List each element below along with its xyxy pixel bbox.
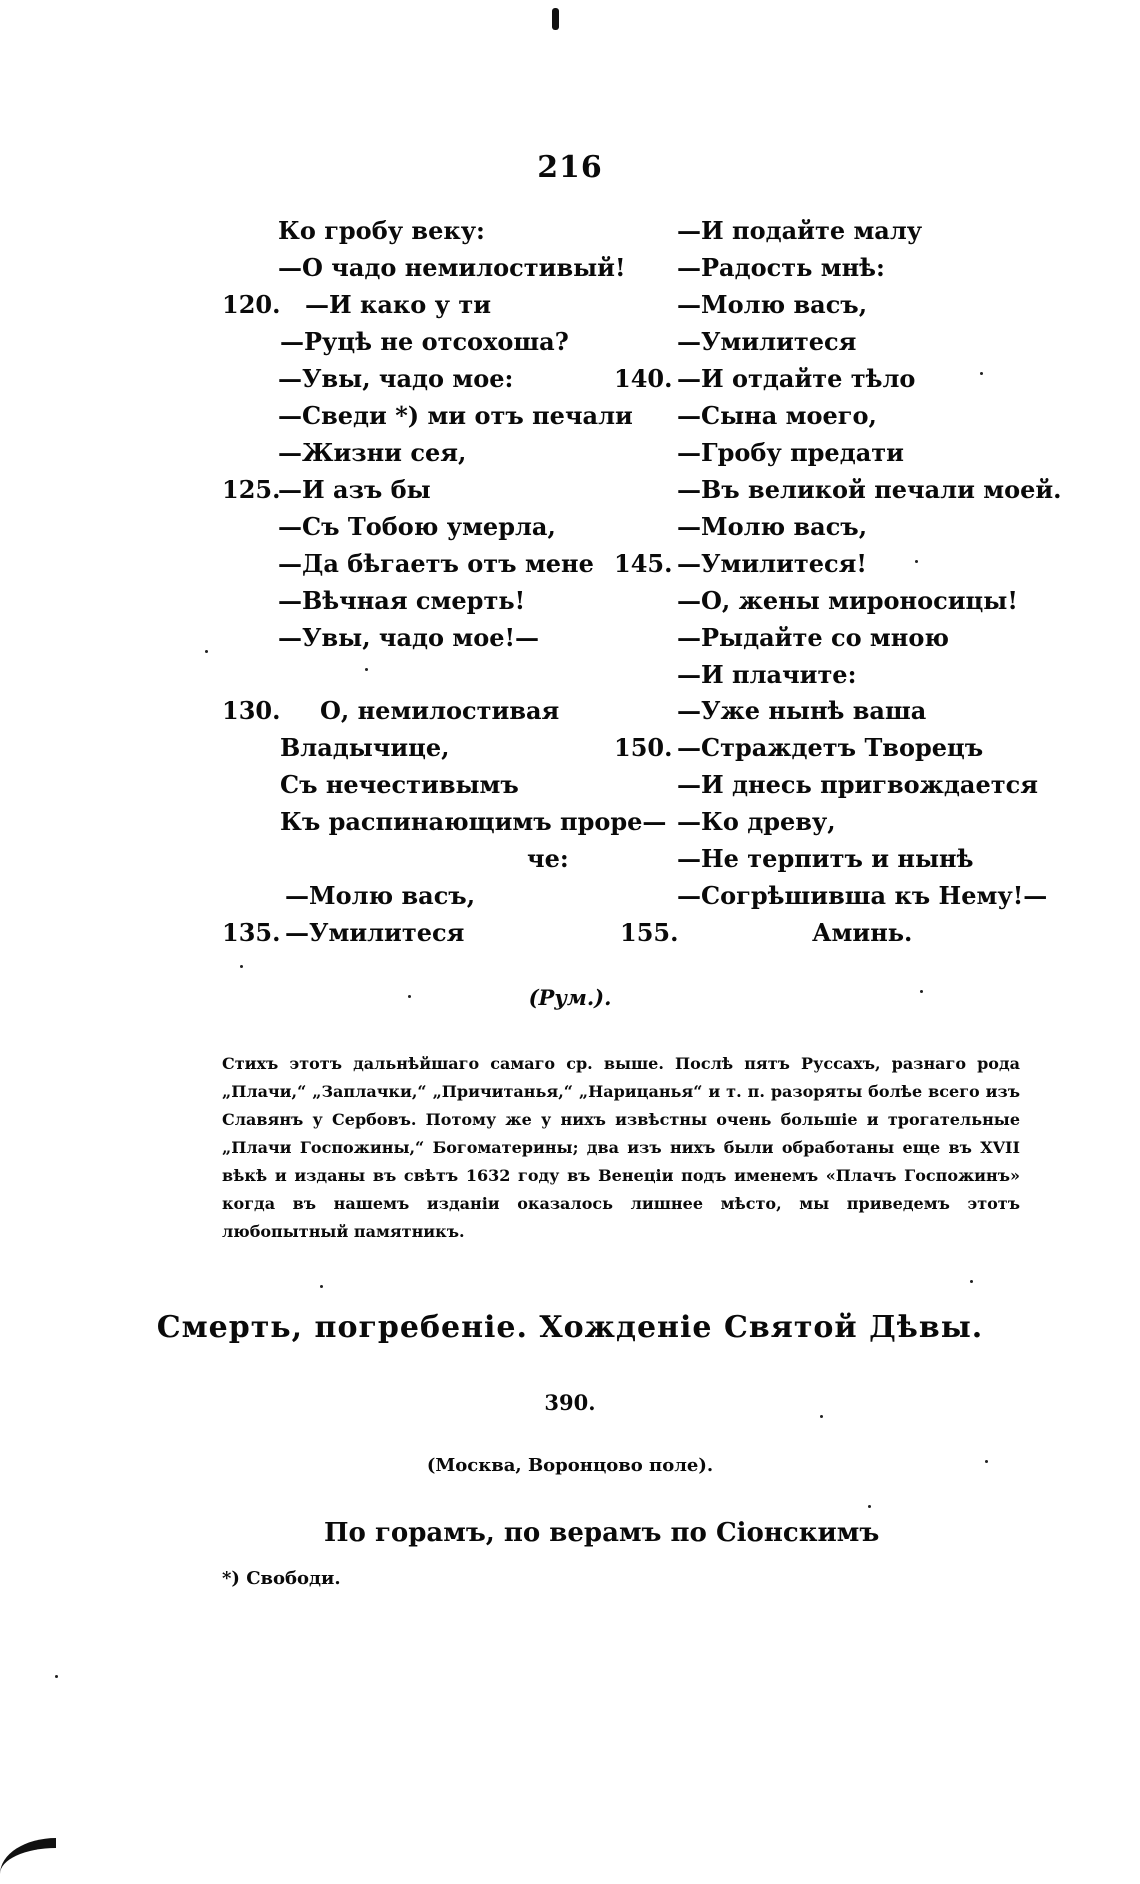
scan-speck (868, 1505, 871, 1508)
scan-speck (980, 372, 983, 375)
line-number: 140. (614, 364, 673, 393)
ink-mark (552, 8, 559, 30)
verse-line: —Съ Тобою умерла, (278, 512, 556, 541)
verse-line: —Умилитеся! (677, 549, 867, 578)
verse-line: Аминь. (812, 918, 913, 947)
verse-line: —Жизни сея, (278, 438, 467, 467)
verse-line: —Да бѣгаетъ отъ мене (278, 549, 594, 578)
scan-speck (408, 995, 411, 998)
verse-line: Владычице, (280, 733, 450, 762)
verse-line: —И азъ бы (278, 475, 431, 504)
verse-line: —Молю васъ, (677, 290, 868, 319)
place-note: (Москва, Воронцово поле). (426, 1455, 714, 1476)
verse-line: —Увы, чадо мое!— (278, 623, 540, 652)
verse-line: —И плачите: (677, 660, 857, 689)
verse-line: —Рыдайте со мною (677, 623, 949, 652)
verse-line: —Вѣчная смерть! (278, 586, 526, 615)
line-number: 135. (222, 918, 281, 947)
verse-line: —Въ великой печали моей. (677, 475, 1062, 504)
scan-speck (205, 650, 208, 653)
bottom-footnote: *) Свободи. (222, 1568, 341, 1589)
scan-speck (365, 668, 368, 671)
verse-line: —Умилитеся (677, 327, 857, 356)
verse-line: —Молю васъ, (677, 512, 868, 541)
song-first-line: По горамъ, по верамъ по Сіонскимъ (324, 1518, 880, 1548)
verse-line: —Страждетъ Творецъ (677, 733, 984, 762)
verse-line: —Согрѣшивша къ Нему!— (677, 881, 1048, 910)
verse-line: —Гробу предати (677, 438, 904, 467)
verse-line: О, немилостивая (320, 696, 560, 725)
scan-speck (920, 990, 923, 993)
verse-line: —И како у ти (305, 290, 491, 319)
line-number: 150. (614, 733, 673, 762)
scan-speck (320, 1285, 323, 1288)
verse-line: —Уже нынѣ ваша (677, 696, 927, 725)
scan-speck (970, 1280, 973, 1283)
line-number: 145. (614, 549, 673, 578)
scan-speck (240, 965, 243, 968)
verse-line: че: (527, 844, 569, 873)
line-number: 125. (222, 475, 281, 504)
scan-speck (820, 1415, 823, 1418)
verse-line: —О чадо немилостивый! (278, 253, 626, 282)
verse-line: —Не терпитъ и нынѣ (677, 844, 974, 873)
section-heading: Смерть, погребеніе. Хожденіе Святой Дѣвы. (156, 1310, 984, 1345)
verse-line: Съ нечестивымъ (280, 770, 519, 799)
ink-mark (0, 1838, 56, 1884)
verse-line: —О, жены мироносицы! (677, 586, 1018, 615)
source-attribution: (Рум.). (528, 985, 612, 1010)
verse-line: —Молю васъ, (285, 881, 476, 910)
song-number: 390. (544, 1390, 596, 1415)
verse-line: —И отдайте тѣло (677, 364, 916, 393)
line-number: 155. (620, 918, 679, 947)
scan-speck (985, 1460, 988, 1463)
verse-line: —Руцѣ не отсохоша? (280, 327, 569, 356)
scan-speck (55, 1675, 58, 1678)
verse-line: —Умилитеся (285, 918, 465, 947)
verse-line: —Радость мнѣ: (677, 253, 885, 282)
verse-line: —И днесь пригвождается (677, 770, 1038, 799)
verse-line: Къ распинающимъ проре— (280, 807, 667, 836)
scan-speck (915, 560, 918, 563)
verse-line: —Увы, чадо мое: (278, 364, 514, 393)
page-number: 216 (537, 150, 603, 185)
verse-line: —Сведи *) ми отъ печали (278, 401, 633, 430)
line-number: 130. (222, 696, 281, 725)
line-number: 120. (222, 290, 281, 319)
verse-line: —И подайте малу (677, 216, 923, 245)
verse-line: —Ко древу, (677, 807, 836, 836)
footnote-paragraph: Стихъ этотъ дальнѣйшаго самаго ср. выше. Послѣ пятъ Руссахъ, разнаго рода „Плачи,“ „Заплачки,“ „Причитанья,“ „Нарицанья“ и т. п. разоряты болѣе всего изъ Славянъ у Сербовъ. Потому же у нихъ извѣстны очень большіе и трогательные „Плачи Госпожины,“ Богоматерины; два изъ нихъ были обработаны еще въ XVII вѣкѣ и изданы въ свѣтъ 1632 году въ Венеціи подъ именемъ «Плачъ Госпожинъ» когда въ нашемъ изданіи оказалось лишнее мѣсто, мы приведемъ этотъ любопытный памятникъ. (222, 1054, 1020, 1241)
verse-line: —Сына моего, (677, 401, 877, 430)
verse-line: Ко гробу веку: (278, 216, 485, 245)
